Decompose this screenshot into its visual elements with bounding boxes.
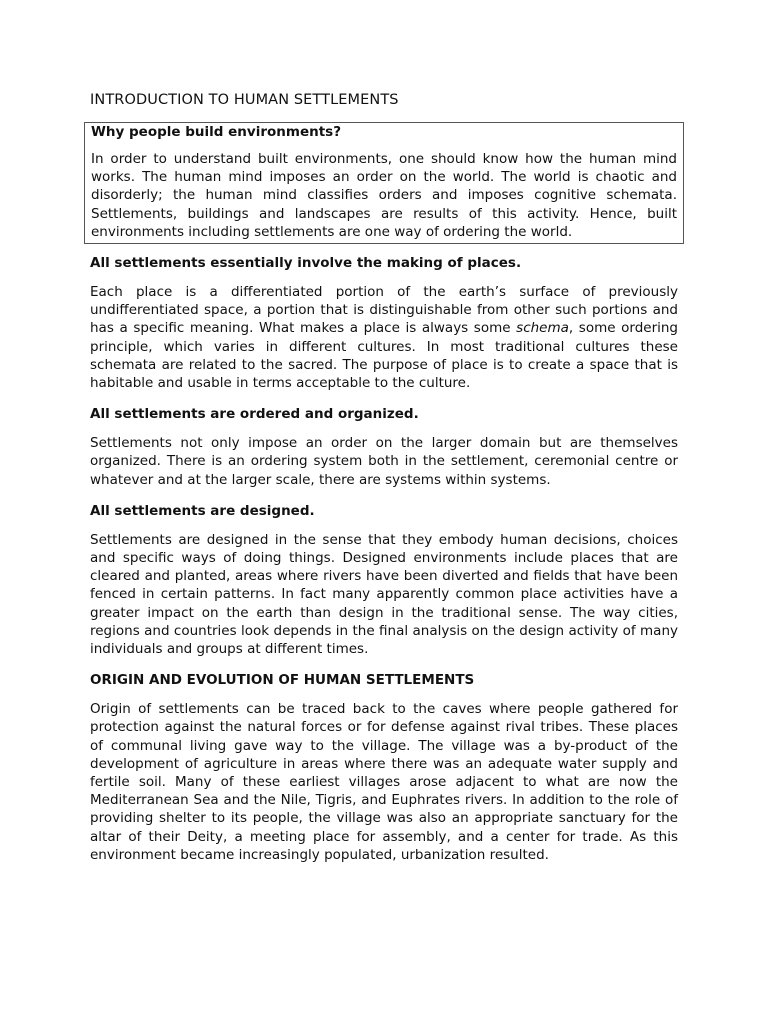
section-heading-ordered: All settlements are ordered and organized. — [90, 406, 419, 423]
section-text-places — [90, 283, 678, 392]
places-text-part-2: , some ordering principle, which varies in different cultures. In most traditional cultures these schemata are related to the sacred. The purpose of place is to create a space that is habitable and usable in terms acceptable to the culture. — [90, 320, 679, 392]
intro-box-text: In order to understand built environments, one should know how the human mind works. The human mind imposes an order on the world. The world is chaotic and disorderly; the human mind classifies orders and imposes cognitive schemata. Settlements, buildings and landscapes are results of this activity. Hence, built environments including settlements are one way of ordering the world. — [91, 151, 677, 240]
section-text-origin: Origin of settlements can be traced back to the caves where people gathered for protection against the natural forces or for defense against rival tribes. These places of communal living gave way to the village. The village was a by-product of the development of agriculture in areas where there was an adequate water supply and fertile soil. Many of these earliest villages arose adjacent to what are now the Mediterranean Sea and the Nile, Tigris, and Euphrates rivers. In addition to the role of providing shelter to its people, the village was also an appropriate sanctuary for the altar of their Deity, a meeting place for assembly, and a center for trade. As this environment became increasingly populated, urbanization resulted. — [90, 701, 678, 863]
section-heading-places: All settlements essentially involve the making of places. — [90, 255, 522, 272]
intro-box-heading: Why people build environments? — [91, 124, 342, 140]
document-page — [90, 90, 678, 877]
places-text-emphasis: schema — [516, 320, 569, 337]
intro-box — [84, 122, 684, 244]
section-text-ordered: Settlements not only impose an order on the larger domain but are themselves organized. There is an ordering system both in the settlement, ceremonial centre or whatever and at the larger scale, there are systems within systems. — [90, 435, 678, 488]
places-text-part-1: Each place is a differentiated portion of the earth’s surface of previously undifferentiated space, a portion that is distinguishable from other such portions and has a specific meaning. What makes a place is always some — [90, 284, 678, 337]
document-title: INTRODUCTION TO HUMAN SETTLEMENTS — [90, 92, 399, 108]
section-heading-designed: All settlements are designed. — [90, 502, 315, 519]
section-text-designed: Settlements are designed in the sense that they embody human decisions, choices and specific ways of doing things. Designed environments include places that are cleared and planted, areas where rivers have been diverted and fields that have been fenced in certain patterns. In fact many apparently common place activities have a greater impact on the earth than design in the traditional sense. The way cities, regions and countries look depends in the final analysis on the design activity of many individuals and groups at different times. — [90, 531, 678, 658]
section-heading-origin: ORIGIN AND EVOLUTION OF HUMAN SETTLEMENTS — [90, 672, 475, 689]
